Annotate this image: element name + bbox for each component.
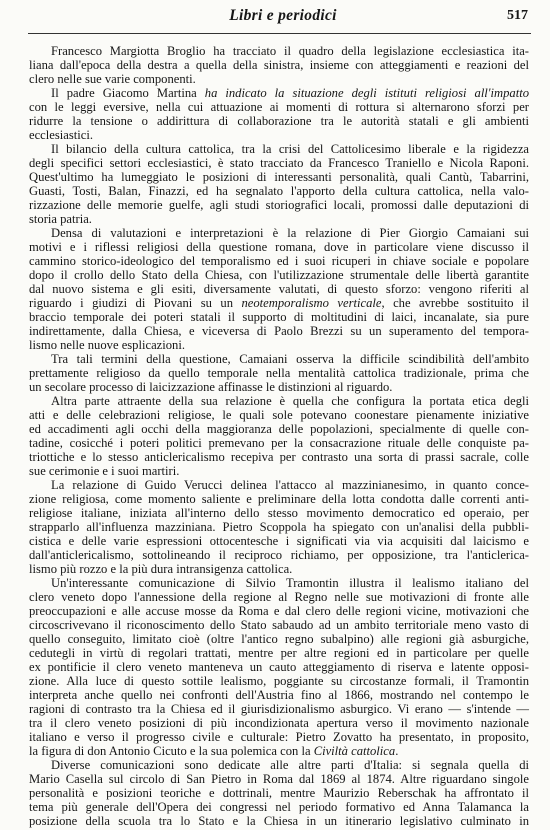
text-line: un secolare processo di laicizzazione affinasse le distinzioni al riguardo. xyxy=(29,380,393,394)
text-line: Un'interessante comunicazione di Silvio Tramontin illustra il lealismo italiano del xyxy=(51,576,529,590)
text-line: circoscrivevano il riconoscimento dello Stato sabaudo ad un ambito territoriale meno vasto di xyxy=(29,618,529,632)
text-line: degli specifici settori ecclesiastici, è stato tracciato da Francesco Traniello e Nicola Raponi. xyxy=(29,156,529,170)
text-line: con le leggi eversive, nella cui attuazione ai momenti di rottura si alternarono sforzi per xyxy=(29,100,529,114)
text-line: Guasti, Tosti, Balan, Finazzi, ed ha segnalato l'apporto della cultura cattolica, nella valo- xyxy=(29,184,529,198)
text-segment: Il padre Giacomo Martina xyxy=(51,86,205,100)
running-head-title: Libri e periodici xyxy=(229,7,337,24)
text-line: Altra parte attraente della sua relazione è quella che configura la portata etica degli xyxy=(51,394,529,408)
text-line: lismo più rozzo e la più dura intransigenza cattolica. xyxy=(29,562,293,576)
text-line: religiose italiane, iniziata all'interno dello stesso movimento democratico ed operaio, per xyxy=(29,506,529,520)
text-line: zione religiosa, come momento saliente e preliminare della lotta condotta dalle correnti anti- xyxy=(29,492,529,506)
text-segment: la figura di don Antonio Cicuto e la sua polemica con la xyxy=(29,744,314,758)
text-line: ed accadimenti agli occhi della maggioranza delle popolazioni, specialmente di quelle con- xyxy=(29,422,529,436)
text-line: interpreta anche quello nei confronti dell'Austria fino al 1866, mostrando nel contempo le xyxy=(29,688,529,702)
text-line: tra il clero veneto posizioni di più incondizionata apertura verso il movimento nazionale xyxy=(29,716,529,730)
paragraph xyxy=(29,44,529,86)
text-line: cedutegli in virtù di regolari trattati, mentre per altre regioni ed in particolare per quelle xyxy=(29,646,529,660)
text-line xyxy=(29,86,529,100)
paragraph xyxy=(29,352,529,394)
italic-segment: ha indicato la situazione degli istituti religiosi all'impatto xyxy=(204,86,529,100)
italic-segment: Civiltà cattolica xyxy=(313,744,396,758)
text-line: Tra tali termini della questione, Camaiani osserva la difficile scindibilità dell'ambito xyxy=(51,352,529,366)
paragraph xyxy=(29,478,529,576)
text-segment: riguardo i giudizi di Piovani su un xyxy=(29,296,242,310)
text-line: prettamente religioso da quello temporale nella mentalità cattolica tradizionale, prima che xyxy=(29,366,529,380)
text-segment: , che avrebbe sostituito il xyxy=(381,296,530,310)
text-line: storia patria. xyxy=(29,212,92,226)
paragraph xyxy=(29,758,529,828)
text-line: braccio temporale dei poteri statali il supporto di moltitudini di laici, incanalate, sia pure xyxy=(29,310,529,324)
text-line: cistica e delle varie espressioni ottocentesche i significati via via acquisiti dal laicismo e xyxy=(29,534,529,548)
text-line: clero veneto dopo l'annessione della regione al Regno nelle sue motivazioni di fronte alle xyxy=(29,590,529,604)
paragraph xyxy=(29,226,529,352)
text-line: personalità e posizioni teoriche e dottrinali, mentre Maurizio Reberschak ha affrontato il xyxy=(29,786,529,800)
text-line: Densa di valutazioni e interpretazioni è la relazione di Pier Giorgio Camaiani sui xyxy=(51,226,529,240)
text-line: Mario Casella sul circolo di San Pietro in Roma dal 1869 al 1874. Altre riguardano singole xyxy=(29,772,529,786)
text-line: Il bilancio della cultura cattolica, tra la crisi del Cattolicesimo liberale e la rigidezza xyxy=(51,142,529,156)
text-line: cammino storico-ideologico del temporalismo ed i suoi ricuperi in chiave sociale e popolare xyxy=(29,254,529,268)
text-line: motivi e i riflessi religiosi della questione romana, dove in particolare viene discusso il xyxy=(29,240,529,254)
text-line: clero nelle sue varie componenti. xyxy=(29,72,196,86)
text-line: Quest'ultimo ha lumeggiato le posizioni di interessanti personalità, quali Cantù, Tabarrini, xyxy=(29,170,529,184)
paragraph xyxy=(29,86,529,142)
text-line xyxy=(29,744,529,758)
article-text xyxy=(29,44,529,828)
text-line: posizione della scuola tra lo Stato e la Chiesa in un itinerario legislativo culminato in xyxy=(29,814,529,828)
text-line: preoccupazioni e alle accuse mosse da Roma e dal clero delle regioni vicine, motivazioni che xyxy=(29,604,529,618)
text-line: La relazione di Guido Verucci delinea l'attacco al mazzinianesimo, in quanto conce- xyxy=(51,478,529,492)
text-line: tadine, cosicché i poteri politici premevano per la consacrazione rituale delle conquiste pa- xyxy=(29,436,529,450)
text-line: quello conseguito, limitato cioè (oltre l'antico regno subalpino) alle regioni già asburgiche, xyxy=(29,632,529,646)
text-line: Francesco Margiotta Broglio ha tracciato il quadro della legislazione ecclesiastica ita- xyxy=(51,44,529,58)
text-line: liana dall'epoca della destra a quella della sinistra, insieme con atteggiamenti e reazioni del xyxy=(29,58,529,72)
text-line: tema più generale dell'Opera dei congressi nel periodo formativo ed Anna Talamanca la xyxy=(29,800,529,814)
header-rule xyxy=(28,33,531,34)
text-line: atti e delle celebrazioni religiose, le quali sole potevano coonestare pienamente iniziative xyxy=(29,408,529,422)
text-line: dal nuovo sistema e gli esiti, diversamente valutati, di questo sforzo: vengono riferiti al xyxy=(29,282,529,296)
italic-segment: neotemporalismo verticale xyxy=(241,296,382,310)
page-number: 517 xyxy=(507,8,528,23)
text-line xyxy=(29,296,529,310)
paragraph xyxy=(29,576,529,758)
text-line: ex pontificie il clero veneto manteneva un cauto atteggiamento di riserva e latente opposi- xyxy=(29,660,529,674)
text-line: ecclesiastici. xyxy=(29,128,93,142)
text-line: triottiche e lo stesso anticlericalismo recepiva per contrasto una sorta di prassi sacrale, colle xyxy=(29,450,529,464)
text-line: zione. Alla luce di questo sottile lealismo, poggiante su circostanze formali, il Tramontin xyxy=(29,674,529,688)
text-line: Diverse comunicazioni sono dedicate alle altre parti d'Italia: si segnala quella di xyxy=(51,758,529,772)
text-line: sue cerimonie e i suoi martiri. xyxy=(29,464,180,478)
paragraph xyxy=(29,394,529,478)
paragraph xyxy=(29,142,529,226)
text-line: ridurre la tensione o addirittura di collaborazione tra le autorità statali e gli ambienti xyxy=(29,114,529,128)
text-segment: . xyxy=(395,744,399,758)
text-line: lismo nelle nuove esplicazioni. xyxy=(29,338,185,352)
text-line: dall'anticlericalismo, sottolineando il reciproco richiamo, per opposizione, tra l'anticlerica- xyxy=(29,548,529,562)
text-line: strapparlo all'influenza mazziniana. Pietro Scoppola ha spiegato con un'analisi della pubbli- xyxy=(29,520,529,534)
text-line: dopo il crollo dello Stato della Chiesa, con l'utilizzazione strumentale delle libertà garantite xyxy=(29,268,529,282)
text-line: indirettamente, dalla Chiesa, e viceversa di Paolo Brezzi su un superamento del tempora- xyxy=(29,324,529,338)
text-line: rizzazione delle memorie guelfe, agli studi storiografici locali, promossi dalle deputazioni di xyxy=(29,198,529,212)
text-line: italiano e verso il progresso civile e culturale: Pietro Zovatto ha presentato, in proposito, xyxy=(29,730,529,744)
text-line: ragioni di contrasto tra la Chiesa ed il giurisdizionalismo asburgico. Vi erano — s'intende — xyxy=(29,702,529,716)
